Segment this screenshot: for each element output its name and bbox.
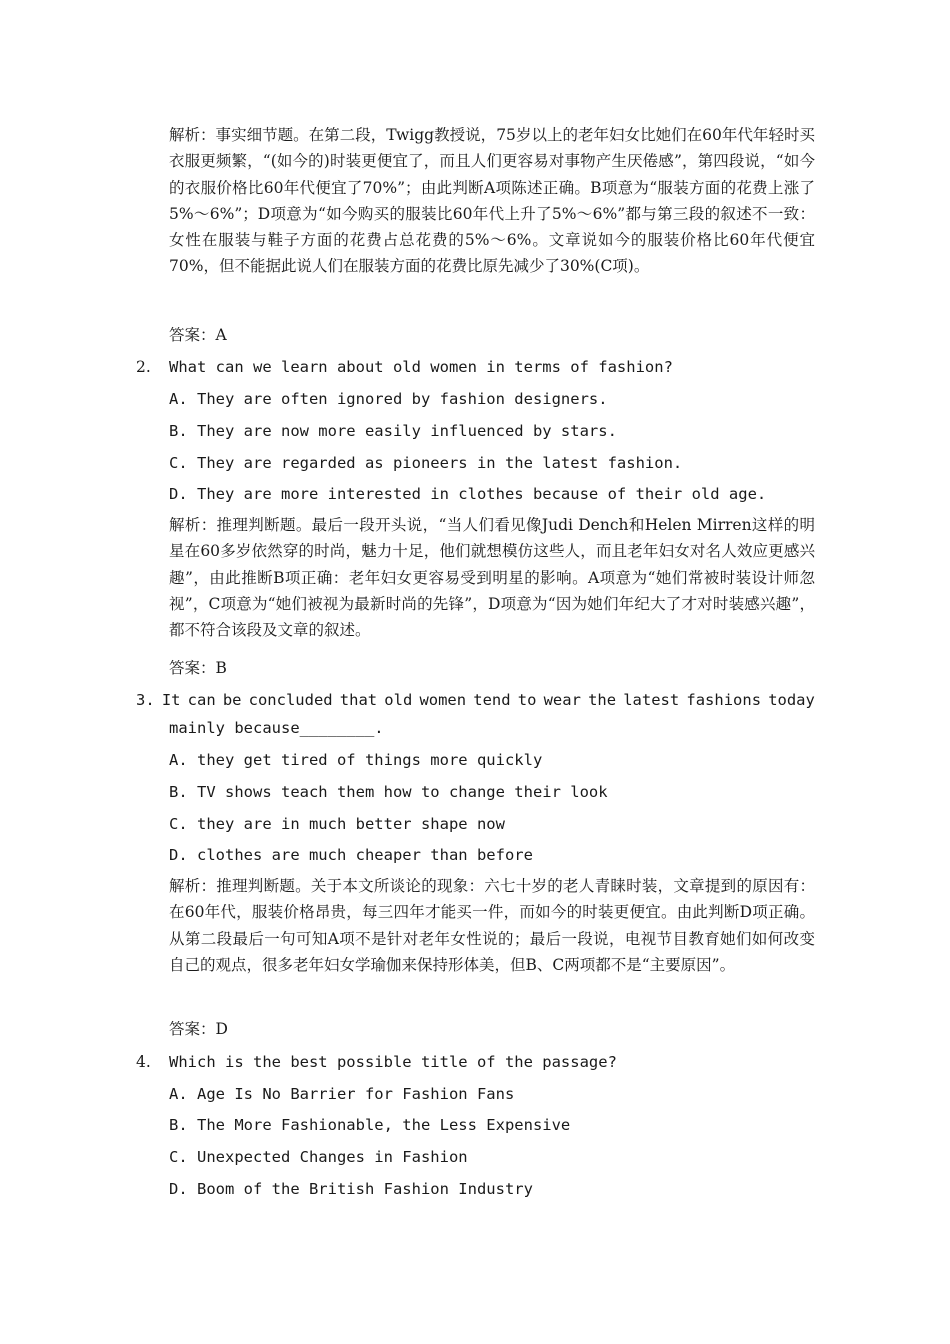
- option-c: C. they are in much better shape now: [169, 815, 505, 833]
- word: It: [161, 691, 181, 709]
- word: that: [339, 691, 378, 709]
- word: tend: [473, 691, 511, 709]
- option-b: B. The More Fashionable, the Less Expensive: [169, 1116, 571, 1134]
- answer-q1: 答案：A: [169, 326, 227, 344]
- word: can: [187, 691, 216, 709]
- word: the: [588, 691, 617, 709]
- word: women: [419, 691, 467, 709]
- analysis-q2: [169, 512, 815, 643]
- analysis-text: 解析：事实细节题。在第二段，Twigg教授说，75岁以上的老年妇女比她们在60年代年轻时买衣服更频繁，“(如今的)时装更便宜了，而且人们更容易对事物产生厌倦感”，第四段说，“如今的衣服价格比60年代便宜了70%”；由此判断A项陈述正确。B项意为“服装方面的花费上涨了5%～6%”；D项意为“如今购买的服装比60年代上升了5%～6%”都与第三段的叙述不一致：女性在服装与鞋子方面的花费占总花费的5%～6%。文章说如今的服装价格比60年代便宜70%，但不能据此说人们在服装方面的花费比原先减少了30%(C项)。: [169, 126, 815, 276]
- question-text-line2: mainly because________.: [169, 719, 384, 737]
- word: to: [517, 691, 537, 709]
- question-text: What can we learn about old women in terms of fashion?: [169, 358, 673, 376]
- word: wear: [543, 691, 581, 709]
- word: fashions: [686, 691, 762, 709]
- word: today: [768, 691, 815, 709]
- word: old: [384, 691, 413, 709]
- word: concluded: [248, 691, 333, 709]
- answer-q3: 答案：D: [169, 1020, 228, 1038]
- question-number: 4.: [136, 1053, 151, 1071]
- question-3: [136, 686, 815, 742]
- analysis-text: 解析：推理判断题。关于本文所谈论的现象：六七十岁的老人青睐时装，文章提到的原因有：在60年代，服装价格昂贵，每三四年才能买一件，而如今的时装更便宜。由此判断D项正确。从第二段最后一句可知A项不是针对老年女性说的；最后一段说，电视节目教育她们如何改变自己的观点，很多老年妇女学瑜伽来保持形体美，但B、C两项都不是“主要原因”。: [169, 877, 815, 974]
- analysis-q3: [169, 873, 815, 978]
- option-b: B. They are now more easily influenced by stars.: [169, 422, 617, 440]
- option-a: A. they get tired of things more quickly: [169, 751, 543, 769]
- analysis-q1: [169, 122, 815, 280]
- option-d: D. They are more interested in clothes because of their old age.: [169, 485, 767, 503]
- word: be: [222, 691, 242, 709]
- question-text: Which is the best possible title of the passage?: [169, 1053, 617, 1071]
- question-number: 3.: [136, 691, 155, 709]
- option-b: B. TV shows teach them how to change their look: [169, 783, 608, 801]
- question-text-line1: [136, 686, 815, 714]
- option-d: D. clothes are much cheaper than before: [169, 846, 533, 864]
- option-a: A. They are often ignored by fashion designers.: [169, 390, 608, 408]
- option-c: C. They are regarded as pioneers in the latest fashion.: [169, 454, 683, 472]
- option-d: D. Boom of the British Fashion Industry: [169, 1180, 533, 1198]
- question-4: [136, 1048, 815, 1076]
- option-a: A. Age Is No Barrier for Fashion Fans: [169, 1085, 515, 1103]
- option-c: C. Unexpected Changes in Fashion: [169, 1148, 468, 1166]
- question-2: [136, 353, 815, 381]
- answer-q2: 答案：B: [169, 659, 227, 677]
- question-number: 2.: [136, 358, 151, 376]
- word: latest: [623, 691, 680, 709]
- analysis-text: 解析：推理判断题。最后一段开头说，“当人们看见像Judi Dench和Helen Mirren这样的明星在60多岁依然穿的时尚，魅力十足，他们就想模仿这些人，而且老年妇女对名人效应更感兴趣”，由此推断B项正确：老年妇女更容易受到明星的影响。A项意为“她们常被时装设计师忽视”，C项意为“她们被视为最新时尚的先锋”，D项意为“因为她们年纪大了才对时装感兴趣”，都不符合该段及文章的叙述。: [169, 516, 815, 640]
